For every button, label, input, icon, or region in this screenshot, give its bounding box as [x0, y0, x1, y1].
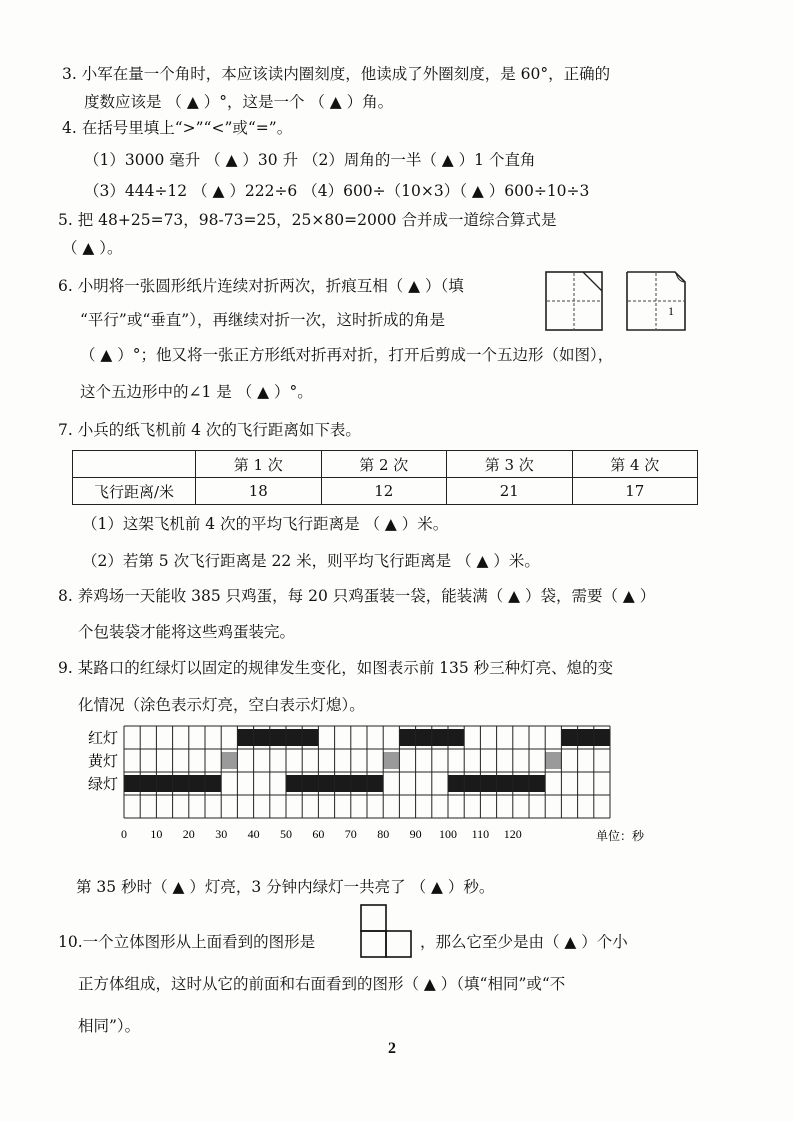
tick-label: 30 [215, 827, 228, 841]
table-header: 第 4 次 [572, 451, 698, 478]
q6-line4: 这个五边形中的∠1 是 （ ▲ ）°。 [80, 383, 313, 401]
tick-label: 40 [247, 827, 260, 841]
tick-label: 120 [503, 827, 522, 841]
yellow-on-bar [221, 752, 237, 769]
q10-line2: 正方体组成，这时从它的前面和右面看到的图形（ ▲ ）（填“相同”或“不 [78, 975, 566, 993]
q6-line3: （ ▲ ）°；他又将一张正方形纸对折再对折，打开后剪成一个五边形（如图）， [80, 346, 614, 364]
q10-line1b: ，那么它至少是由（ ▲ ）个小 [420, 933, 628, 951]
light-label: 黄灯 [88, 752, 119, 770]
q8-line1: 8. 养鸡场一天能收 385 只鸡蛋，每 20 只鸡蛋装一袋，能装满（ ▲ ）袋，需要（ ▲ ） [58, 587, 656, 605]
q4-title: 4. 在括号里填上“>”“<”或“=”。 [62, 119, 293, 137]
page-number: 2 [388, 1040, 396, 1057]
table-cell: 18 [196, 478, 322, 505]
tick-label: 80 [377, 827, 390, 841]
red-on-bar [237, 729, 318, 746]
table-header: 第 3 次 [447, 451, 573, 478]
angle-1-label: 1 [668, 304, 674, 318]
q4-row2: （3）444÷12 （ ▲ ）222÷6 （4）600÷（10×3）（ ▲ ）600÷10÷3 [84, 182, 590, 200]
q6-line1: 6. 小明将一张圆形纸片连续对折两次，折痕互相（ ▲ ）（填 [58, 277, 464, 295]
red-on-bar [561, 729, 610, 746]
unit-label: 单位：秒 [596, 829, 645, 843]
q5-line1: 5. 把 48+25=73，98-73=25，25×80=2000 合并成一道综合算式是 [58, 211, 557, 229]
q7-sub2: （2）若第 5 次飞行距离是 22 米，则平均飞行距离是 （ ▲ ）米。 [82, 552, 540, 570]
q7-title: 7. 小兵的纸飞机前 4 次的飞行距离如下表。 [58, 421, 361, 439]
q6-line2: “平行”或“垂直”），再继续对折一次，这时折成的角是 [80, 311, 445, 329]
table-header: 第 1 次 [196, 451, 322, 478]
q9-line1: 9. 某路口的红绿灯以固定的规律发生变化，如图表示前 135 秒三种灯亮、熄的变 [58, 659, 614, 677]
tick-label: 110 [471, 827, 490, 841]
table-cell: 17 [572, 478, 698, 505]
tick-label: 50 [280, 827, 292, 841]
traffic-light-grid [88, 722, 688, 852]
q10-line1a: 10.一个立体图形从上面看到的图形是 [58, 933, 316, 951]
q9-line2: 化情况（涂色表示灯亮，空白表示灯熄）。 [78, 696, 365, 714]
tick-label: 60 [312, 827, 325, 841]
table-cell: 12 [321, 478, 447, 505]
tick-label: 100 [439, 827, 457, 841]
light-label: 红灯 [88, 729, 119, 747]
q10-line3: 相同”）。 [78, 1017, 141, 1035]
table-row [73, 478, 698, 505]
flight-table [72, 450, 698, 505]
q5-line2: （ ▲ ）。 [62, 239, 123, 257]
q4-row1: （1）3000 毫升 （ ▲ ）30 升 （2）周角的一半（ ▲ ）1 个直角 [84, 151, 536, 169]
q8-line2: 个包装袋才能将这些鸡蛋装完。 [78, 623, 296, 641]
yellow-on-bar [383, 752, 399, 769]
q9-answer: 第 35 秒时（ ▲ ）灯亮，3 分钟内绿灯一共亮了 （ ▲ ）秒。 [76, 878, 495, 896]
pentagon-figure [626, 271, 690, 333]
q3-line1: 3. 小军在量一个角时，本应该读内圈刻度，他读成了外圈刻度，是 60°，正确的 [62, 65, 611, 83]
q7-sub1: （1）这架飞机前 4 次的平均飞行距离是 （ ▲ ）米。 [82, 515, 449, 533]
tick-label: 70 [344, 827, 357, 841]
table-cell: 21 [447, 478, 573, 505]
top-view-figure [360, 904, 414, 960]
yellow-on-bar [545, 752, 561, 769]
folded-square-figure [545, 271, 605, 333]
table-row [73, 451, 698, 478]
q3-line2: 度数应该是 （ ▲ ）°，这是一个 （ ▲ ）角。 [84, 93, 394, 111]
table-cell [73, 451, 196, 478]
light-label: 绿灯 [88, 775, 119, 793]
table-header: 第 2 次 [321, 451, 447, 478]
tick-label: 0 [121, 827, 127, 841]
tick-label: 20 [182, 827, 195, 841]
row-label: 飞行距离/米 [73, 478, 196, 505]
tick-label: 90 [409, 827, 422, 841]
tick-label: 10 [150, 827, 163, 841]
